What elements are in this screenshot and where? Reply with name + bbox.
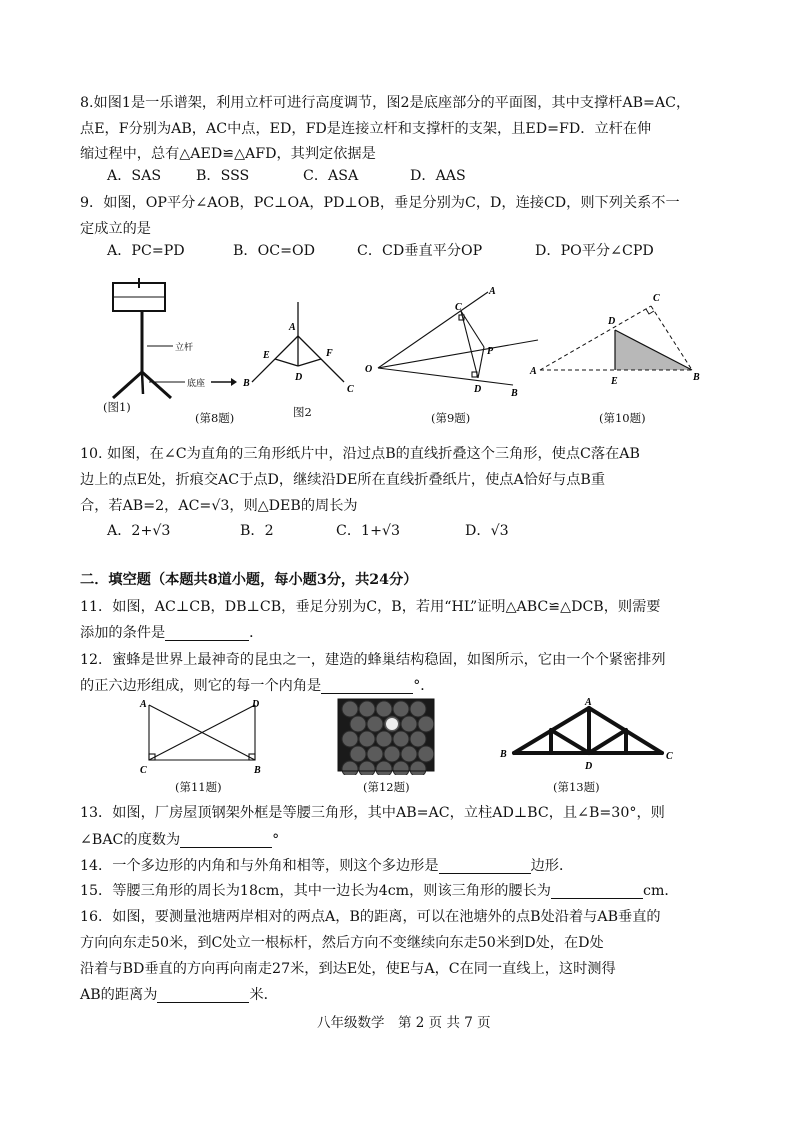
q8-line1: 8.如图1是一乐谱架，利用立杆可进行高度调节，图2是底座部分的平面图，其中支撑杆AB=AC，: [80, 95, 691, 111]
svg-text:B: B: [254, 765, 261, 775]
fig13-caption: (第13题): [553, 780, 600, 794]
q12-line2: [80, 675, 435, 697]
q8-line3: 缩过程中，总有△AED≌△AFD，其判定依据是: [80, 146, 376, 162]
q8-option-a: A．SAS: [107, 168, 162, 184]
q12-line2-end: °．: [413, 678, 435, 694]
svg-text:F: F: [326, 348, 333, 359]
q10-line1: 10. 如图，在∠C为直角的三角形纸片中，沿过点B的直线折叠这个三角形，使点C落在AB: [80, 446, 640, 462]
q9-option-a: A．PC=PD: [107, 243, 185, 259]
svg-text:C: C: [653, 293, 660, 304]
q10-option-a: A．2+√3: [107, 523, 171, 539]
svg-text:D: D: [474, 384, 482, 395]
q8-option-c: C．ASA: [303, 168, 359, 184]
svg-text:C: C: [666, 751, 673, 762]
q16-answer-blank[interactable]: [157, 988, 249, 1003]
q13-line2: [80, 829, 279, 851]
q13-line1: 13．如图，厂房屋顶钢架外框是等腰三角形，其中AB=AC，立柱AD⊥BC，且∠B=30°，则: [80, 805, 665, 821]
q16-line1: 16．如图，要测量池塘两岸相对的两点A，B的距离，可以在池塘外的点B处沿着与AB垂直的: [80, 909, 661, 925]
svg-text:B: B: [500, 749, 507, 760]
fig1-caption: (图1): [103, 400, 131, 414]
fig2-diagram: [252, 302, 344, 382]
q15-text: 15．等腰三角形的周长为18cm，其中一边长为4cm，则该三角形的腰长为: [80, 883, 551, 899]
svg-text:A: A: [530, 366, 537, 377]
svg-text:A: A: [489, 286, 496, 297]
q13-line2-end: °: [272, 832, 280, 848]
svg-text:A: A: [585, 697, 592, 708]
q10-option-b: B．2: [240, 523, 274, 539]
section-title: 二．填空题（本题共8道小题，每小题3分，共24分）: [80, 572, 418, 588]
q12-line2-text: 的正六边形组成，则它的每一个内角是: [80, 678, 322, 694]
fig1-base-label: 底座: [187, 378, 206, 388]
fig11-diagram: [149, 705, 255, 760]
fig9-caption: (第9题): [431, 411, 471, 425]
q14-answer-blank[interactable]: [439, 859, 531, 874]
q11-line2-text: 添加的条件是: [80, 625, 166, 641]
fig11-caption: (第11题): [175, 780, 222, 794]
q16-line3: 沿着与BD垂直的方向再向南走27米，到达E处，使E与A，C在同一直线上，这时测得: [80, 961, 616, 977]
q16-line4-text: AB的距离为: [80, 987, 158, 1003]
music-stand-figure: [113, 278, 185, 398]
svg-text:E: E: [611, 376, 618, 387]
svg-text:B: B: [243, 378, 250, 389]
svg-text:D: D: [252, 699, 260, 710]
fig2-caption: 图2: [293, 405, 312, 419]
svg-text:O: O: [365, 364, 373, 375]
svg-text:E: E: [263, 350, 270, 361]
q14-end: 边形．: [530, 858, 574, 874]
fig10-diagram: [540, 306, 692, 370]
svg-text:B: B: [693, 372, 700, 383]
svg-text:A: A: [140, 699, 147, 710]
svg-text:C: C: [455, 302, 462, 313]
q9-option-d: D．PO平分∠CPD: [535, 243, 654, 259]
q11-line2: [80, 622, 263, 644]
q9-option-c: C．CD垂直平分OP: [357, 243, 483, 259]
honeycomb-photo: [338, 699, 434, 775]
q13-line2-text: ∠BAC的度数为: [80, 832, 181, 848]
q14-line: [80, 855, 573, 877]
figures-row-1: [95, 268, 725, 428]
svg-text:B: B: [511, 388, 518, 399]
q9-line1: 9．如图，OP平分∠AOB，PC⊥OA，PD⊥OB，垂足分别为C，D，连接CD，则下列关系不一: [80, 195, 680, 211]
fig1-rod-label: 立杆: [175, 342, 194, 352]
q15-end: cm．: [643, 883, 679, 899]
q12-line1: 12．蜜蜂是世界上最神奇的昆虫之一，建造的蜂巢结构稳固，如图所示，它由一个个紧密排列: [80, 652, 666, 668]
fig13-truss-diagram: [514, 708, 662, 753]
svg-text:C: C: [347, 384, 354, 395]
q12-answer-blank[interactable]: [321, 679, 413, 694]
q9-option-b: B．OC=OD: [233, 243, 315, 259]
svg-text:A: A: [289, 322, 296, 333]
svg-text:D: D: [295, 372, 303, 383]
q10-line3: 合，若AB=2，AC=√3，则△DEB的周长为: [80, 498, 358, 514]
fig8-caption: (第8题): [195, 411, 235, 425]
q11-answer-blank[interactable]: [165, 626, 249, 641]
q8-option-b: B．SSS: [196, 168, 250, 184]
q15-answer-blank[interactable]: [551, 884, 643, 899]
fig12-caption: (第12题): [363, 780, 410, 794]
figures-row-2: [130, 695, 690, 775]
q15-line: [80, 880, 679, 902]
q8-line2: 点E，F分别为AB，AC中点，ED，FD是连接立杆和支撑杆的支架，且ED=FD．立杆在伸: [80, 121, 652, 137]
q16-line4: [80, 984, 278, 1006]
page-footer: 八年级数学 第 2 页 共 7 页: [317, 1015, 491, 1031]
q11-line1: 11．如图，AC⊥CB，DB⊥CB，垂足分别为C，B，若用“HL”证明△ABC≌△DCB，则需要: [80, 599, 661, 615]
q16-line2: 方向向东走50米，到C处立一根标杆，然后方向不变继续向东走50米到D处，在D处: [80, 935, 604, 951]
svg-text:P: P: [487, 346, 494, 357]
q10-option-c: C．1+√3: [336, 523, 401, 539]
arrow-icon: [211, 378, 237, 386]
q13-answer-blank[interactable]: [180, 833, 272, 848]
svg-text:C: C: [140, 765, 147, 775]
q10-option-d: D．√3: [465, 523, 509, 539]
q10-line2: 边上的点E处，折痕交AC于点D，继续沿DE所在直线折叠纸片，使点A恰好与点B重: [80, 472, 606, 488]
svg-text:D: D: [608, 316, 616, 327]
q16-line4-end: 米．: [249, 987, 278, 1003]
svg-text:D: D: [585, 761, 593, 772]
q8-option-d: D．AAS: [410, 168, 466, 184]
q14-text: 14．一个多边形的内角和与外角和相等，则这个多边形是: [80, 858, 439, 874]
q11-line2-end: ．: [249, 625, 264, 641]
fig10-caption: (第10题): [599, 411, 646, 425]
q9-line2: 定成立的是: [80, 221, 151, 237]
